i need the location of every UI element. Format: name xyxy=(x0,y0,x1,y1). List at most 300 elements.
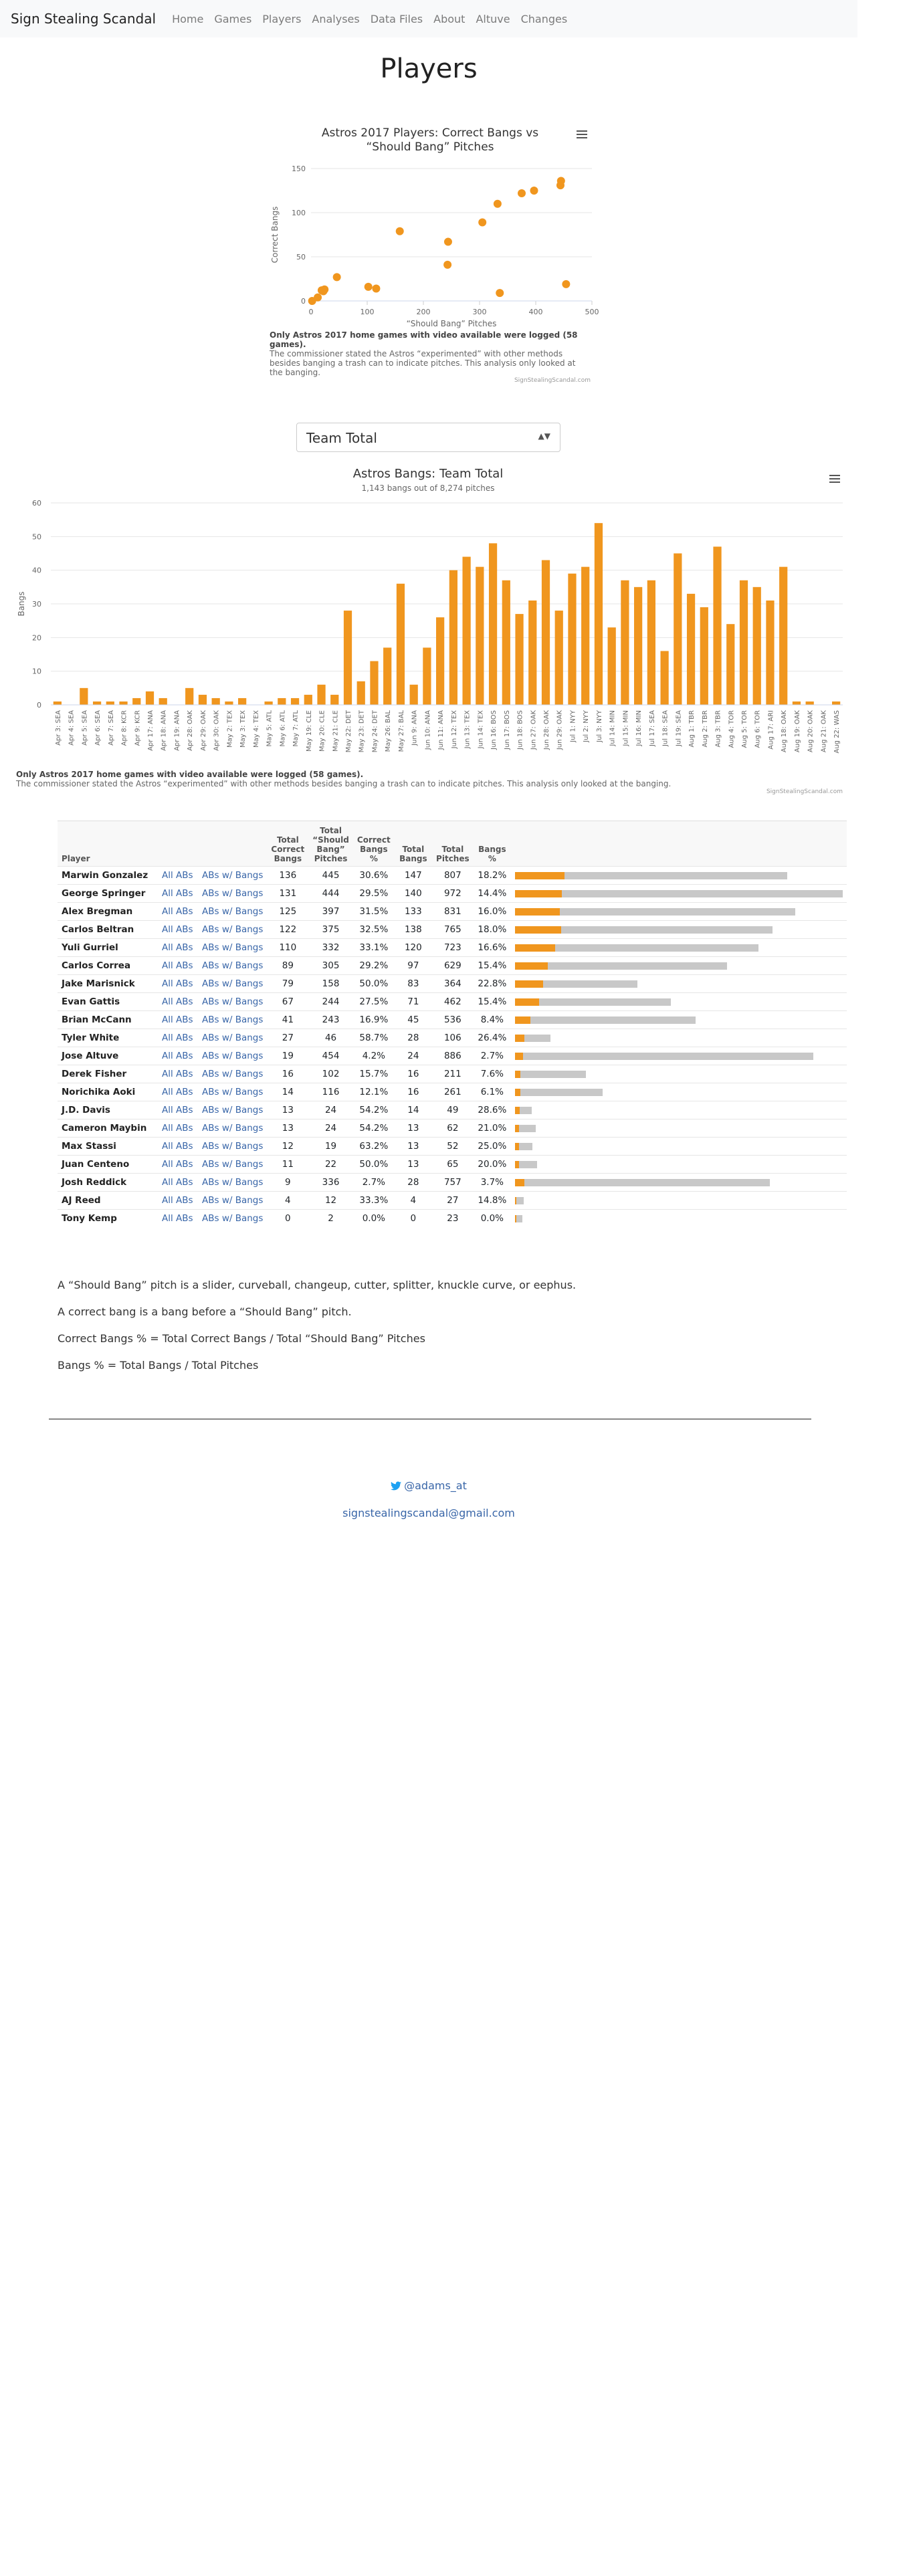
total-pitches-bar xyxy=(515,890,843,897)
scatter-point xyxy=(518,189,526,197)
total-pitches-bar xyxy=(515,1197,524,1204)
correct-pct-cell: 50.0% xyxy=(353,1156,395,1174)
total-pitches-cell: 364 xyxy=(432,975,474,993)
bar-cell xyxy=(511,1119,847,1138)
total-bangs-cell: 147 xyxy=(395,867,432,885)
total-bangs-bar xyxy=(515,980,543,988)
bar-x-tick: Jul 16: MIN xyxy=(635,710,643,746)
all-abs-link[interactable]: All ABs xyxy=(158,1101,198,1119)
player-name: Yuli Gurriel xyxy=(58,939,158,957)
total-bangs-cell: 0 xyxy=(395,1210,432,1228)
bangs-pct-cell: 8.4% xyxy=(474,1011,511,1029)
bar-mark xyxy=(793,702,801,705)
should-bang-cell: 332 xyxy=(308,939,353,957)
bar-mark xyxy=(779,567,787,705)
scatter-point xyxy=(494,200,502,208)
bangs-pct-cell: 16.0% xyxy=(474,903,511,921)
scatter-point xyxy=(562,280,570,288)
total-pitches-cell: 972 xyxy=(432,885,474,903)
scatter-point xyxy=(308,297,316,305)
bar-x-tick: Aug 6: TOR xyxy=(754,710,762,748)
scatter-caption-bold: Only Astros 2017 home games with video available were logged (58 games). xyxy=(270,330,578,349)
bar-cell xyxy=(511,1011,847,1029)
bar-x-tick: Aug 3: TBR xyxy=(714,710,722,748)
total-bangs-bar xyxy=(515,1143,520,1150)
correct-pct-cell: 54.2% xyxy=(353,1101,395,1119)
bangs-pct-cell: 3.7% xyxy=(474,1174,511,1192)
all-abs-link[interactable]: All ABs xyxy=(158,1047,198,1065)
bar-mark xyxy=(753,587,761,705)
correct-bangs-cell: 19 xyxy=(267,1047,308,1065)
total-bangs-bar xyxy=(515,908,560,916)
all-abs-link[interactable]: All ABs xyxy=(158,885,198,903)
bar-x-tick: Jul 14: MIN xyxy=(609,710,617,746)
bangs-pct-cell: 21.0% xyxy=(474,1119,511,1138)
team-select[interactable] xyxy=(296,423,560,452)
bar-x-tick: Apr 3: SEA xyxy=(54,710,62,746)
table-row xyxy=(58,1065,847,1083)
twitter-link[interactable] xyxy=(0,1479,857,1492)
bar-cell xyxy=(511,1083,847,1101)
bar-x-tick: Jun 10: ANA xyxy=(424,710,432,750)
table-row xyxy=(58,903,847,921)
scatter-x-tick: 0 xyxy=(308,308,314,316)
total-bangs-bar xyxy=(515,1215,516,1222)
bar-caption: The commissioner stated the Astros “experimented” with other methods besides banging a trash can to indicate pitches. This analysis only looked at the banging. xyxy=(16,779,672,788)
nav-home[interactable]: Home xyxy=(172,12,204,25)
nav-altuve[interactable]: Altuve xyxy=(476,12,510,25)
correct-bangs-cell: 16 xyxy=(267,1065,308,1083)
total-pitches-cell: 52 xyxy=(432,1138,474,1156)
total-bangs-cell: 83 xyxy=(395,975,432,993)
should-bang-cell: 46 xyxy=(308,1029,353,1047)
scatter-title: Astros 2017 Players: Correct Bangs vs xyxy=(321,126,539,140)
bar-y-tick: 10 xyxy=(32,667,41,676)
bar-y-tick: 60 xyxy=(32,499,41,508)
bar-mark xyxy=(410,685,418,705)
correct-pct-cell: 50.0% xyxy=(353,975,395,993)
bar-mark xyxy=(357,681,365,705)
total-bangs-cell: 71 xyxy=(395,993,432,1011)
abs-with-bangs-link[interactable]: ABs w/ Bangs xyxy=(198,957,267,975)
pitch-bar xyxy=(515,1161,843,1168)
bar-x-tick: Aug 21: OAK xyxy=(820,710,828,753)
bar-x-tick: Apr 4: SEA xyxy=(68,710,76,746)
bar-x-tick: Aug 4: TOR xyxy=(728,710,736,748)
email-link[interactable]: signstealingscandal@gmail.com xyxy=(342,1507,515,1519)
should-bang-cell: 24 xyxy=(308,1119,353,1138)
bar-x-tick: May 24: DET xyxy=(371,710,379,753)
all-abs-link[interactable]: All ABs xyxy=(158,1029,198,1047)
abs-with-bangs-link[interactable]: ABs w/ Bangs xyxy=(198,993,267,1011)
correct-bangs-cell: 14 xyxy=(267,1083,308,1101)
pitch-bar xyxy=(515,980,843,988)
bar-x-tick: Jun 13: TEX xyxy=(464,710,472,749)
total-bangs-bar xyxy=(515,872,565,879)
table-row xyxy=(58,993,847,1011)
bar-mark xyxy=(344,611,352,705)
header-player: Player xyxy=(58,821,158,867)
bar-x-tick: Aug 22: WAS xyxy=(833,710,841,754)
table-row xyxy=(58,939,847,957)
nav-data-files[interactable]: Data Files xyxy=(370,12,423,25)
bar-mark xyxy=(383,647,391,705)
abs-with-bangs-link[interactable]: ABs w/ Bangs xyxy=(198,921,267,939)
total-pitches-cell: 27 xyxy=(432,1192,474,1210)
abs-with-bangs-link[interactable]: ABs w/ Bangs xyxy=(198,885,267,903)
bangs-pct-cell: 7.6% xyxy=(474,1065,511,1083)
pitch-bar xyxy=(515,962,843,970)
should-bang-cell: 375 xyxy=(308,921,353,939)
correct-bangs-cell: 125 xyxy=(267,903,308,921)
all-abs-link[interactable]: All ABs xyxy=(158,1210,198,1228)
should-bang-cell: 2 xyxy=(308,1210,353,1228)
total-pitches-cell: 536 xyxy=(432,1011,474,1029)
pitch-bar xyxy=(515,872,843,879)
scatter-y-tick: 0 xyxy=(301,297,306,306)
header-correct-bangs: Total Correct Bangs xyxy=(267,821,308,867)
correct-bangs-cell: 13 xyxy=(267,1119,308,1138)
total-bangs-cell: 24 xyxy=(395,1047,432,1065)
all-abs-link[interactable]: All ABs xyxy=(158,1174,198,1192)
nav-players[interactable]: Players xyxy=(262,12,302,25)
bar-x-tick: Jun 14: TEX xyxy=(477,710,485,749)
correct-bangs-cell: 89 xyxy=(267,957,308,975)
all-abs-link[interactable]: All ABs xyxy=(158,1011,198,1029)
bar-x-tick: May 5: ATL xyxy=(266,710,274,747)
abs-with-bangs-link[interactable]: ABs w/ Bangs xyxy=(198,1011,267,1029)
total-bangs-bar xyxy=(515,944,555,952)
bar-x-tick: May 26: BAL xyxy=(385,710,393,752)
scatter-point xyxy=(365,283,373,291)
bar-x-tick: Jul 18: SEA xyxy=(661,710,670,747)
player-name: Norichika Aoki xyxy=(58,1083,158,1101)
total-pitches-bar xyxy=(515,1053,814,1060)
correct-bangs-cell: 0 xyxy=(267,1210,308,1228)
total-pitches-cell: 886 xyxy=(432,1047,474,1065)
pitch-bar xyxy=(515,944,843,952)
correct-bangs-cell: 67 xyxy=(267,993,308,1011)
abs-with-bangs-link[interactable]: ABs w/ Bangs xyxy=(198,1029,267,1047)
all-abs-link[interactable]: All ABs xyxy=(158,903,198,921)
all-abs-link[interactable]: All ABs xyxy=(158,921,198,939)
player-name: Jake Marisnick xyxy=(58,975,158,993)
correct-pct-cell: 4.2% xyxy=(353,1047,395,1065)
total-bangs-cell: 45 xyxy=(395,1011,432,1029)
scatter-point xyxy=(396,227,404,235)
scatter-credit[interactable]: SignStealingScandal.com xyxy=(514,377,591,384)
abs-with-bangs-link[interactable]: ABs w/ Bangs xyxy=(198,903,267,921)
bar-credit[interactable]: SignStealingScandal.com xyxy=(766,788,843,795)
table-body xyxy=(58,867,847,1228)
bar-cell xyxy=(511,1065,847,1083)
bar-x-tick: May 22: DET xyxy=(345,710,352,753)
total-pitches-cell: 765 xyxy=(432,921,474,939)
total-pitches-cell: 106 xyxy=(432,1029,474,1047)
total-bangs-cell: 13 xyxy=(395,1119,432,1138)
bangs-pct-cell: 25.0% xyxy=(474,1138,511,1156)
bar-mark xyxy=(621,580,629,705)
bar-mark xyxy=(397,584,405,705)
bar-caption-bold: Only Astros 2017 home games with video available were logged (58 games). xyxy=(16,770,364,779)
bar-mark xyxy=(700,607,708,705)
correct-bangs-cell: 79 xyxy=(267,975,308,993)
abs-with-bangs-link[interactable]: ABs w/ Bangs xyxy=(198,1192,267,1210)
definition-correct-bang: A correct bang is a bang before a “Should Bang” pitch. xyxy=(58,1305,352,1318)
total-bangs-cell: 97 xyxy=(395,957,432,975)
correct-bangs-cell: 9 xyxy=(267,1174,308,1192)
bar-cell xyxy=(511,993,847,1011)
total-bangs-bar xyxy=(515,1035,524,1042)
player-name: Derek Fisher xyxy=(58,1065,158,1083)
pitch-bar xyxy=(515,998,843,1006)
footer-divider xyxy=(49,1418,811,1420)
bar-x-tick: Aug 18: OAK xyxy=(781,710,789,753)
table-row xyxy=(58,1210,847,1228)
abs-with-bangs-link[interactable]: ABs w/ Bangs xyxy=(198,1101,267,1119)
bar-x-tick: Apr 19: ANA xyxy=(173,710,181,751)
bar-mark xyxy=(740,580,748,705)
bangs-pct-cell: 14.4% xyxy=(474,885,511,903)
total-pitches-cell: 757 xyxy=(432,1174,474,1192)
table-row xyxy=(58,1192,847,1210)
bar-x-tick: Apr 8: KCR xyxy=(120,710,128,746)
bar-mark xyxy=(806,702,814,705)
correct-pct-cell: 29.2% xyxy=(353,957,395,975)
total-pitches-bar xyxy=(515,1089,603,1096)
bar-x-tick: Jun 29: OAK xyxy=(556,710,564,750)
abs-with-bangs-link[interactable]: ABs w/ Bangs xyxy=(198,939,267,957)
should-bang-cell: 454 xyxy=(308,1047,353,1065)
players-table xyxy=(58,821,847,1228)
bar-y-tick: 50 xyxy=(32,532,41,542)
total-pitches-bar xyxy=(515,1071,586,1078)
player-name: J.D. Davis xyxy=(58,1101,158,1119)
nav-games[interactable]: Games xyxy=(214,12,252,25)
table-row xyxy=(58,975,847,993)
should-bang-cell: 102 xyxy=(308,1065,353,1083)
total-pitches-bar xyxy=(515,1016,696,1024)
bangs-pct-cell: 22.8% xyxy=(474,975,511,993)
bar-mark xyxy=(146,691,154,705)
total-pitches-cell: 462 xyxy=(432,993,474,1011)
bar-x-tick: Apr 29: OAK xyxy=(199,710,207,751)
correct-bangs-cell: 110 xyxy=(267,939,308,957)
bar-x-tick: Aug 19: OAK xyxy=(793,710,801,753)
correct-pct-cell: 33.3% xyxy=(353,1192,395,1210)
total-bangs-cell: 13 xyxy=(395,1138,432,1156)
bar-x-tick: Jun 12: TEX xyxy=(450,710,458,749)
scatter-title-line2: “Should Bang” Pitches xyxy=(366,140,494,154)
all-abs-link[interactable]: All ABs xyxy=(158,993,198,1011)
abs-with-bangs-link[interactable]: ABs w/ Bangs xyxy=(198,1174,267,1192)
bar-y-label: Bangs xyxy=(17,591,26,617)
player-name: Jose Altuve xyxy=(58,1047,158,1065)
header-should-bang: Total “Should Bang” Pitches xyxy=(308,821,353,867)
total-bangs-cell: 28 xyxy=(395,1174,432,1192)
scatter-y-tick: 150 xyxy=(292,165,306,173)
bar-menu-icon[interactable] xyxy=(829,475,840,483)
table-row xyxy=(58,1156,847,1174)
table-row xyxy=(58,1011,847,1029)
pitch-bar xyxy=(515,1197,843,1204)
bar-mark xyxy=(436,617,444,705)
total-bangs-bar xyxy=(515,1197,516,1204)
abs-with-bangs-link[interactable]: ABs w/ Bangs xyxy=(198,975,267,993)
bar-mark xyxy=(225,702,233,705)
bar-mark xyxy=(542,560,550,705)
bar-x-tick: May 7: ATL xyxy=(292,710,300,747)
bar-mark xyxy=(502,580,510,705)
bar-mark xyxy=(278,698,286,705)
bar-cell xyxy=(511,903,847,921)
bar-mark xyxy=(462,557,470,705)
bar-y-tick: 40 xyxy=(32,566,41,575)
bar-mark xyxy=(212,698,220,705)
all-abs-link[interactable]: All ABs xyxy=(158,1156,198,1174)
bar-mark xyxy=(304,695,312,705)
bar-chart xyxy=(0,461,856,769)
nav-changes[interactable]: Changes xyxy=(520,12,568,25)
player-name: Evan Gattis xyxy=(58,993,158,1011)
nav-about[interactable]: About xyxy=(433,12,466,25)
bar-cell xyxy=(511,1101,847,1119)
pitch-bar xyxy=(515,1071,843,1078)
bar-mark xyxy=(766,601,774,705)
all-abs-link[interactable]: All ABs xyxy=(158,1192,198,1210)
brand-link[interactable]: Sign Stealing Scandal xyxy=(11,11,157,27)
total-bangs-cell: 28 xyxy=(395,1029,432,1047)
correct-pct-cell: 0.0% xyxy=(353,1210,395,1228)
abs-with-bangs-link[interactable]: ABs w/ Bangs xyxy=(198,1138,267,1156)
total-bangs-bar xyxy=(515,1179,524,1186)
player-name: Juan Centeno xyxy=(58,1156,158,1174)
player-name: Tyler White xyxy=(58,1029,158,1047)
bar-mark xyxy=(330,695,338,705)
bangs-pct-cell: 26.4% xyxy=(474,1029,511,1047)
navbar xyxy=(0,0,857,37)
bar-x-tick: Apr 18: ANA xyxy=(160,710,168,751)
twitter-handle: @adams_at xyxy=(404,1479,467,1492)
bar-mark xyxy=(423,647,431,705)
bar-mark xyxy=(159,698,167,705)
all-abs-link[interactable]: All ABs xyxy=(158,867,198,885)
bar-cell xyxy=(511,1192,847,1210)
total-pitches-cell: 831 xyxy=(432,903,474,921)
bar-x-tick: Apr 17: ANA xyxy=(147,710,155,751)
scatter-caption: The commissioner stated the Astros “experimented” with other methods besides banging a trash can to indicate pitches. This analysis only looked at the banging. xyxy=(270,349,576,377)
pitch-bar xyxy=(515,1179,843,1186)
abs-with-bangs-link[interactable]: ABs w/ Bangs xyxy=(198,1210,267,1228)
all-abs-link[interactable]: All ABs xyxy=(158,975,198,993)
bar-x-tick: Jun 18: BOS xyxy=(516,710,524,750)
total-bangs-bar xyxy=(515,926,562,934)
bar-mark xyxy=(674,554,682,706)
bar-x-tick: Aug 17: ARI xyxy=(767,710,775,750)
bar-x-tick: May 3: TEX xyxy=(239,710,247,748)
bar-x-tick: Jul 15: MIN xyxy=(622,710,630,746)
table-row xyxy=(58,1174,847,1192)
all-abs-link[interactable]: All ABs xyxy=(158,939,198,957)
table-row xyxy=(58,921,847,939)
bar-x-tick: May 20: CLE xyxy=(318,710,326,752)
total-bangs-bar xyxy=(515,1089,520,1096)
bangs-pct-cell: 6.1% xyxy=(474,1083,511,1101)
all-abs-link[interactable]: All ABs xyxy=(158,1138,198,1156)
total-bangs-cell: 14 xyxy=(395,1101,432,1119)
abs-with-bangs-link[interactable]: ABs w/ Bangs xyxy=(198,1119,267,1138)
correct-pct-cell: 30.6% xyxy=(353,867,395,885)
bar-mark xyxy=(291,698,299,705)
total-pitches-bar xyxy=(515,1179,771,1186)
pitch-bar xyxy=(515,1143,843,1150)
bar-mark xyxy=(106,702,114,705)
player-name: George Springer xyxy=(58,885,158,903)
abs-with-bangs-link[interactable]: ABs w/ Bangs xyxy=(198,1156,267,1174)
bar-y-tick: 0 xyxy=(37,701,41,710)
should-bang-cell: 336 xyxy=(308,1174,353,1192)
bar-mark xyxy=(713,546,721,705)
total-bangs-bar xyxy=(515,1161,520,1168)
scatter-menu-icon[interactable] xyxy=(577,130,587,138)
bar-mark xyxy=(476,567,484,705)
abs-with-bangs-link[interactable]: ABs w/ Bangs xyxy=(198,1065,267,1083)
bar-x-tick: May 2: TEX xyxy=(226,710,234,748)
abs-with-bangs-link[interactable]: ABs w/ Bangs xyxy=(198,1083,267,1101)
bar-cell xyxy=(511,921,847,939)
all-abs-link[interactable]: All ABs xyxy=(158,1119,198,1138)
bar-x-tick: May 6: ATL xyxy=(279,710,287,747)
bar-y-tick: 30 xyxy=(32,600,41,609)
header-correct-pct: Correct Bangs % xyxy=(353,821,395,867)
correct-pct-cell: 15.7% xyxy=(353,1065,395,1083)
player-name: Josh Reddick xyxy=(58,1174,158,1192)
table-row xyxy=(58,1047,847,1065)
scatter-x-tick: 300 xyxy=(472,308,487,316)
header-total-pitches: Total Pitches xyxy=(432,821,474,867)
correct-bangs-cell: 136 xyxy=(267,867,308,885)
table-header-row xyxy=(58,821,847,867)
should-bang-cell: 19 xyxy=(308,1138,353,1156)
player-name: Carlos Beltran xyxy=(58,921,158,939)
bar-mark xyxy=(199,695,207,705)
total-bangs-cell: 16 xyxy=(395,1065,432,1083)
bar-x-tick: May 19: CLE xyxy=(305,710,313,752)
all-abs-link[interactable]: All ABs xyxy=(158,1083,198,1101)
bar-mark xyxy=(528,601,536,705)
scatter-x-tick: 400 xyxy=(528,308,543,316)
all-abs-link[interactable]: All ABs xyxy=(158,957,198,975)
abs-with-bangs-link[interactable]: ABs w/ Bangs xyxy=(198,867,267,885)
abs-with-bangs-link[interactable]: ABs w/ Bangs xyxy=(198,1047,267,1065)
bar-x-tick: May 23: DET xyxy=(358,710,366,753)
scatter-x-tick: 200 xyxy=(416,308,431,316)
bar-x-tick: Apr 6: SEA xyxy=(94,710,102,746)
correct-pct-cell: 12.1% xyxy=(353,1083,395,1101)
correct-pct-cell: 27.5% xyxy=(353,993,395,1011)
bar-y-tick: 20 xyxy=(32,633,41,643)
bar-x-tick: Apr 28: OAK xyxy=(187,710,195,751)
should-bang-cell: 24 xyxy=(308,1101,353,1119)
bar-x-tick: Jun 9: ANA xyxy=(411,710,419,746)
should-bang-cell: 244 xyxy=(308,993,353,1011)
nav-analyses[interactable]: Analyses xyxy=(312,12,360,25)
bar-x-tick: Apr 9: KCR xyxy=(134,710,142,746)
bar-mark xyxy=(595,523,603,705)
bar-title: Astros Bangs: Team Total xyxy=(352,467,504,481)
scatter-y-label: Correct Bangs xyxy=(270,206,280,263)
all-abs-link[interactable]: All ABs xyxy=(158,1065,198,1083)
